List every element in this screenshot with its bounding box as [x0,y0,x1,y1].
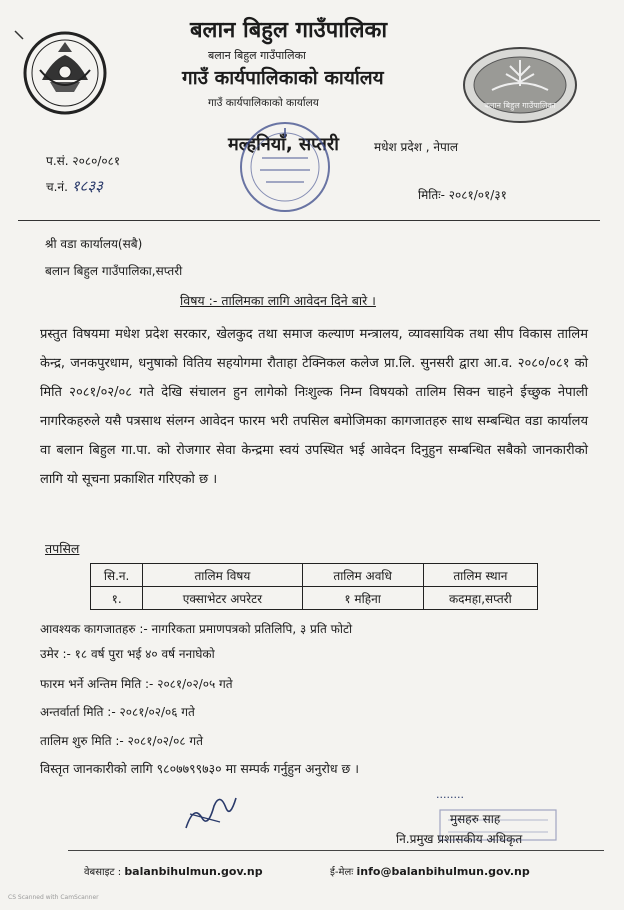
municipality-name: बलान बिहुल गाउँपालिका [190,18,388,43]
municipality-name-small: बलान बिहुल गाउँपालिका [208,49,306,62]
recipient-line-1: श्री वडा कार्यालय(सबै) [45,237,143,251]
age-requirement: उमेर :- १८ वर्ष पुरा भई ४० वर्ष ननाघेको [40,647,215,661]
corner-mark-icon [14,30,24,40]
table-cell: १. [91,587,143,610]
signature-dots: ........ [436,788,464,801]
footer-divider [68,850,604,851]
signatory-name: मुसहरु साह [450,812,501,826]
dispatch-label: च.नं. [46,180,68,194]
website-label: वेबसाइट : [84,867,122,878]
signatory-title: नि.प्रमुख प्रशासकीय अधिकृत [396,832,523,846]
footer-email [330,864,530,878]
recipient-line-2: बलान बिहुल गाउँपालिका,सप्तरी [45,264,183,278]
office-location: मल्हनियाँ, सप्तरी [228,134,339,155]
nepal-emblem-icon [22,30,108,116]
table-header: तालिम अवधि [302,564,423,587]
logo-text: बलान बिहुल गाउँपालिका [484,101,556,110]
dispatch-stamp-icon [236,118,334,216]
subject-line: विषय :- तालिमका लागि आवेदन दिने बारे । [180,293,376,308]
province-name: मधेश प्रदेश , नेपाल [374,140,459,154]
email-value: info@balanbihulmun.gov.np [356,865,530,878]
header-divider [18,220,600,221]
email-label: ई-मेलः [330,867,354,878]
table-header: तालिम विषय [143,564,302,587]
dispatch-value: १८३३ [71,177,103,195]
municipality-logo-icon [462,46,578,124]
name-stamp-icon [438,808,558,842]
table-header: तालिम स्थान [423,564,537,587]
interview-date: अन्तर्वार्ता मिति :- २०८१/०२/०६ गते [40,705,195,719]
table-row [91,587,538,610]
form-deadline: फारम भर्ने अन्तिम मिति :- २०८१/०२/०५ गते [40,677,233,691]
footer-website [84,864,263,878]
website-value: balanbihulmun.gov.np [124,865,263,878]
table-cell: १ महिना [302,587,423,610]
letter-date: मितिः- २०८१/०१/३१ [418,188,507,202]
scanner-watermark: CS Scanned with CamScanner [8,894,99,901]
table-header-row [91,564,538,587]
contact-line: विस्तृत जानकारीको लागि ९८०७७९९७३० मा सम्पर्क गर्नुहुन अनुरोध छ । [40,761,359,776]
office-name-small: गाउँ कार्यपालिकाको कार्यालय [208,97,319,109]
details-heading: तपसिल [45,541,80,556]
training-start-date: तालिम शुरु मिति :- २०८१/०२/०८ गते [40,734,203,748]
required-documents: आवश्यक कागजातहरु :- नागरिकता प्रमाणपत्रको प्रतिलिपि, ३ प्रति फोटो [40,622,353,636]
dispatch-number [46,176,103,196]
training-table [90,563,538,610]
table-header: सि.न. [91,564,143,587]
letter-number: प.सं. २०८०/०८१ [46,154,121,168]
office-name: गाउँ कार्यपालिकाको कार्यालय [182,67,384,89]
body-paragraph: प्रस्तुत विषयमा मधेश प्रदेश सरकार, खेलकुद तथा समाज कल्याण मन्त्रालय, व्यावसायिक तथा सीप विकास तालिम केन्द्र, जनकपुरधाम, धनुषाको वितिय सहयोगमा रौताहा टेक्निकल कलेज प्रा.लि. सुनसरी द्वारा आ.व. २०८०/०८१ को मिति २०८१/०२/०८ गते देखि संचालन हुन लागेको निःशुल्क निम्न विषयको तालिम सिक्न चाहने ईच्छुक नेपाली नागरिकहरुले यसै पत्रसाथ संलग्न आवेदन फारम भरी तपसिल बमोजिमका कागजातहरु साथ सम्बन्धित वडा कार्यालय वा बलान बिहुल गा.पा. को रोजगार सेवा केन्द्रमा स्वयं उपस्थित भई आवेदन दिनुहुन सम्बन्धित सबैको जानकारीको लागि यो सूचना प्रकाशित गरिएको छ । [40,327,588,487]
handwritten-signature-icon [180,784,240,836]
table-cell: एक्साभेटर अपरेटर [143,587,302,610]
table-cell: कदमहा,सप्तरी [423,587,537,610]
